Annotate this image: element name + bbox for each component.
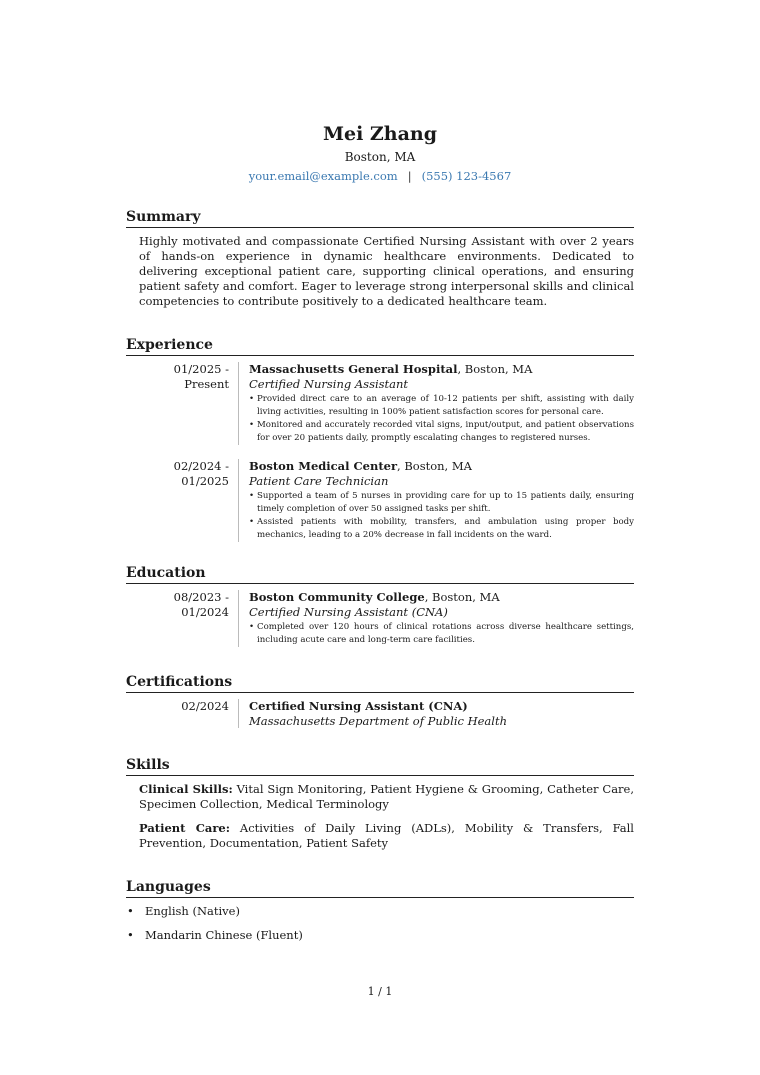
employer-location: , Boston, MA <box>397 459 472 473</box>
bullet-list <box>249 393 634 445</box>
entry-body <box>238 362 634 445</box>
candidate-name: Mei Zhang <box>322 123 438 145</box>
skill-group <box>139 821 634 851</box>
job-title: Patient Care Technician <box>249 474 389 488</box>
skills-section <box>126 756 634 851</box>
contact-separator: | <box>407 169 412 183</box>
summary-text: Highly motivated and compassionate Certified Nursing Assistant with over 2 years of hands-on experience in dynamic healthcare environments. Dedicated to delivering exceptional patient care, supporting clinical operations, and ensuring patient safety and comfort. Eager to leverage strong interpersonal skills and clinical competencies to contribute positively to a dedicated healthcare team. <box>139 234 634 308</box>
employer-name: Boston Medical Center <box>249 459 398 473</box>
languages-section <box>126 878 634 952</box>
candidate-location: Boston, MA <box>344 150 416 164</box>
entry-body <box>238 459 634 542</box>
entry-heading <box>249 459 634 474</box>
experience-heading: Experience <box>126 336 634 356</box>
skill-group-text: Vital Sign Monitoring, Patient Hygiene & Grooming, Catheter Care, Specimen Collection, Medical Terminology <box>139 782 635 811</box>
bullet-item: • Supported a team of 5 nurses in providing care for up to 15 patients daily, ensuring timely completion of over 50 assigned tasks per shift. <box>249 490 634 516</box>
skill-group-label: Clinical Skills: <box>139 782 233 796</box>
bullet-item: • Provided direct care to an average of 10-12 patients per shift, assisting with daily living activities, resulting in 100% patient satisfaction scores for personal care. <box>249 393 634 419</box>
entry-heading <box>249 699 634 714</box>
entry-heading <box>249 590 634 605</box>
school-name: Boston Community College <box>249 590 425 604</box>
education-entry <box>126 590 634 647</box>
skills-heading: Skills <box>126 756 634 776</box>
entry-date: 02/2024 - 01/2025 <box>173 459 229 488</box>
skill-group <box>139 782 634 812</box>
experience-section <box>126 336 634 542</box>
entry-date: 08/2023 - 01/2024 <box>173 590 229 619</box>
employer-location: , Boston, MA <box>457 362 533 376</box>
skill-group-label: Patient Care: <box>139 821 230 835</box>
experience-entry <box>126 459 634 542</box>
resume-header <box>0 122 760 184</box>
certification-name: Certified Nursing Assistant (CNA) <box>249 699 468 713</box>
page-number: 1 / 1 <box>367 985 393 998</box>
language-item: • Mandarin Chinese (Fluent) <box>126 928 634 943</box>
entry-heading <box>249 362 634 377</box>
entry-date: 01/2025 - Present <box>173 362 229 391</box>
experience-entry <box>126 362 634 445</box>
language-list <box>126 904 634 943</box>
entry-body <box>238 699 634 728</box>
certification-issuer: Massachusetts Department of Public Health <box>249 714 507 728</box>
summary-heading: Summary <box>126 208 634 228</box>
bullet-item: • Completed over 120 hours of clinical rotations across diverse healthcare settings, including acute care and long-term care facilities. <box>249 621 634 647</box>
summary-section <box>126 208 634 309</box>
language-item: • English (Native) <box>126 904 634 919</box>
email-link[interactable]: your.email@example.com <box>248 169 398 183</box>
skill-group-text: Activities of Daily Living (ADLs), Mobility & Transfers, Fall Prevention, Documentation, Patient Safety <box>139 821 634 850</box>
bullet-list <box>249 490 634 542</box>
program-name: Certified Nursing Assistant (CNA) <box>249 605 448 619</box>
employer-name: Massachusetts General Hospital <box>249 362 458 376</box>
bullet-item: • Monitored and accurately recorded vital signs, input/output, and patient observations for over 20 patients daily, promptly escalating changes to registered nurses. <box>249 419 634 445</box>
school-location: , Boston, MA <box>424 590 500 604</box>
education-section <box>126 564 634 647</box>
languages-heading: Languages <box>126 878 634 898</box>
entry-body <box>238 590 634 647</box>
contact-line <box>0 168 760 184</box>
phone-link[interactable]: (555) 123-4567 <box>421 169 512 183</box>
certifications-section <box>126 673 634 728</box>
job-title: Certified Nursing Assistant <box>249 377 409 391</box>
entry-date: 02/2024 <box>181 699 229 713</box>
certification-entry <box>126 699 634 728</box>
bullet-list <box>249 621 634 647</box>
education-heading: Education <box>126 564 634 584</box>
certifications-heading: Certifications <box>126 673 634 693</box>
bullet-item: • Assisted patients with mobility, transfers, and ambulation using proper body mechanics, leading to a 20% decrease in fall incidents on the ward. <box>249 516 634 542</box>
